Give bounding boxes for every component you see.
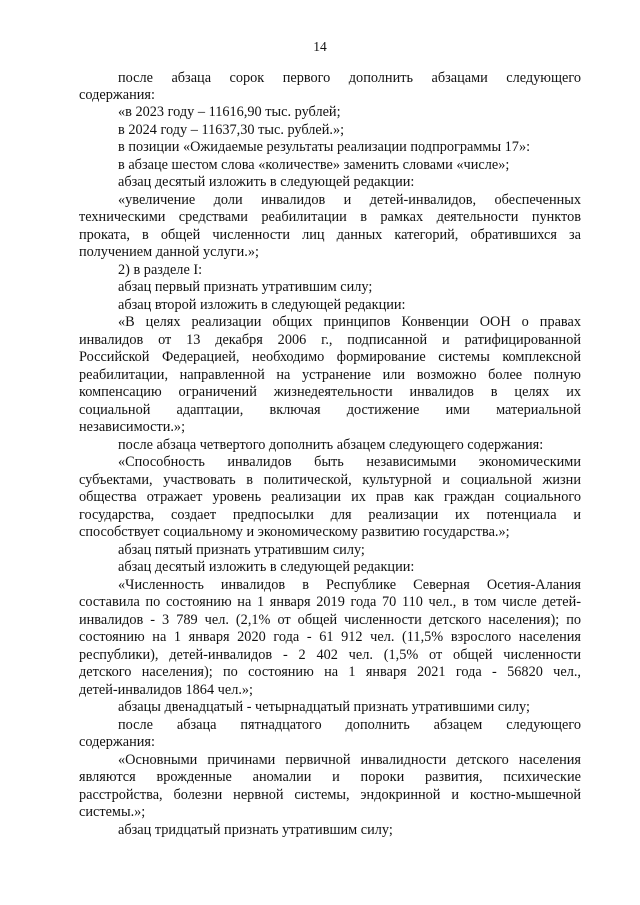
text-line: субъектами, участвовать в политической, культурной и социальной жизни — [79, 472, 581, 488]
text-line: независимости.»; — [79, 419, 186, 435]
text-line: составила по состоянию на 1 января 2019 года 70 110 чел., в том числе детей- — [79, 594, 581, 610]
text-line: детей-инвалидов 1864 чел.»; — [79, 682, 254, 698]
text-line: инвалидов от 13 декабря 2006 г., подписанной и ратифицированной — [79, 332, 581, 348]
text-line: абзац первый признать утратившим силу; — [118, 279, 373, 295]
text-line: детского населения); по состоянию на 1 января 2021 года - 56820 чел., — [79, 664, 581, 680]
text-line: «Численность инвалидов в Республике Северная Осетия-Алания — [118, 577, 581, 593]
text-line: в абзаце шестом слова «количестве» заменить словами «числе»; — [118, 157, 510, 173]
text-line: проката, в общей численности лиц данных категорий, обратившихся за — [79, 227, 581, 243]
text-line: расстройства, болезни нервной системы, эндокринной и костно-мышечной — [79, 787, 581, 803]
text-line: после абзаца пятнадцатого дополнить абзацем следующего — [118, 717, 581, 733]
text-line: общества отражает уровень реализации их прав как граждан социального — [79, 489, 581, 505]
text-line: в 2024 году – 11637,30 тыс. рублей.»; — [118, 122, 345, 138]
text-line: состоянию на 1 января 2020 года - 61 912 чел. (11,5% взрослого населения — [79, 629, 581, 645]
text-line: получением данной услуги.»; — [79, 244, 259, 260]
text-line: Российской Федерацией, необходимо формирование системы комплексной — [79, 349, 581, 365]
text-line: содержания: — [79, 87, 155, 103]
text-line: «Основными причинами первичной инвалидности детского населения — [118, 752, 581, 768]
text-line: «Способность инвалидов быть независимыми экономическими — [118, 454, 581, 470]
text-line: абзац второй изложить в следующей редакции: — [118, 297, 406, 313]
text-line: техническими средствами реабилитации в рамках деятельности пунктов — [79, 209, 581, 225]
page-number: 14 — [313, 39, 327, 54]
text-line: в позиции «Ожидаемые результаты реализации подпрограммы 17»: — [118, 139, 531, 155]
text-line: инвалидов - 3 789 чел. (2,1% от общей численности детского населения); по — [79, 612, 581, 628]
text-line: социальной адаптации, включая достижение ими материальной — [79, 402, 581, 418]
text-line: «увеличение доли инвалидов и детей-инвалидов, обеспеченных — [118, 192, 581, 208]
text-line: государства, создает предпосылки для реализации их потенциала и — [79, 507, 581, 523]
text-line: абзац пятый признать утратившим силу; — [118, 542, 365, 558]
text-line: абзац десятый изложить в следующей редакции: — [118, 559, 415, 575]
text-line: реабилитации, направленной на устранение или возможно более полную — [79, 367, 581, 383]
text-line: абзац десятый изложить в следующей редакции: — [118, 174, 415, 190]
text-line: абзац тридцатый признать утратившим силу; — [118, 822, 393, 838]
text-line: компенсацию ограничений жизнедеятельности инвалидов в целях их — [79, 384, 581, 400]
text-line: системы.»; — [79, 804, 146, 820]
text-line: республики), детей-инвалидов - 2 402 чел. (1,5% от общей численности — [79, 647, 581, 663]
text-line: являются врожденные аномалии и пороки развития, психические — [79, 769, 581, 785]
text-line: содержания: — [79, 734, 155, 750]
text-line: после абзаца сорок первого дополнить абзацами следующего — [118, 70, 581, 86]
text-line: после абзаца четвертого дополнить абзацем следующего содержания: — [118, 437, 544, 453]
text-line: «В целях реализации общих принципов Конвенции ООН о правах — [118, 314, 581, 330]
text-line: способствует социальному и экономическому развитию государства.»; — [79, 524, 510, 540]
text-line: 2) в разделе I: — [118, 262, 203, 278]
text-line: «в 2023 году – 11616,90 тыс. рублей; — [118, 104, 341, 120]
text-line: абзацы двенадцатый - четырнадцатый признать утратившими силу; — [118, 699, 530, 715]
